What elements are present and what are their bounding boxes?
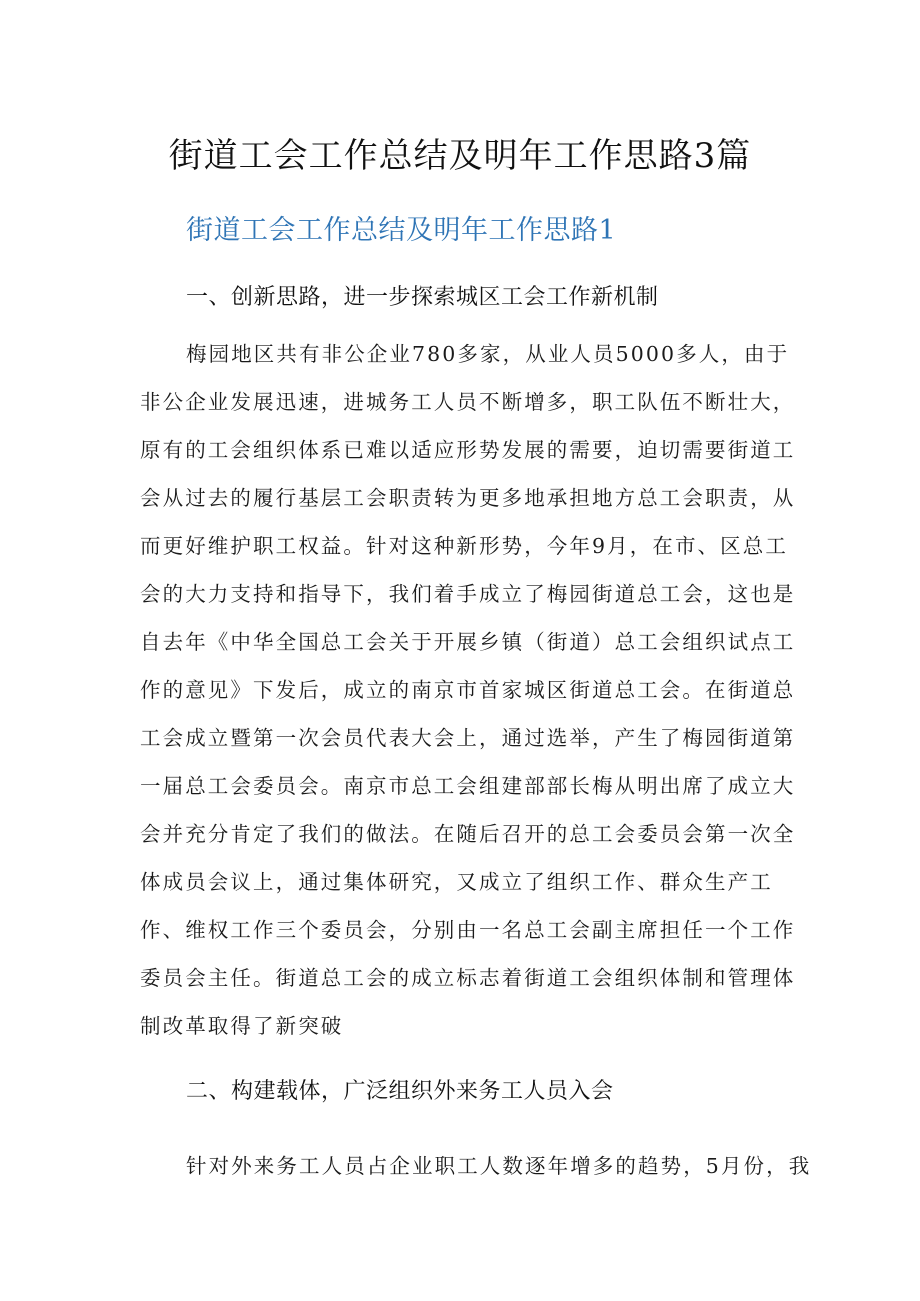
paragraph-1-line: 原有的工会组织体系已难以适应形势发展的需要，迫切需要街道工 — [140, 438, 796, 462]
paragraph-1-line: 一届总工会委员会。南京市总工会组建部部长梅从明出席了成立大 — [140, 774, 796, 798]
paragraph-2-line: 针对外来务工人员占企业职工人数逐年增多的趋势，5月份，我 — [186, 1154, 812, 1178]
paragraph-1-line: 会从过去的履行基层工会职责转为更多地承担地方总工会职责，从 — [140, 486, 796, 510]
paragraph-1-line: 梅园地区共有非公企业780多家，从业人员5000多人，由于 — [186, 342, 790, 366]
paragraph-1-line: 委员会主任。街道总工会的成立标志着街道工会组织体制和管理体 — [140, 966, 796, 990]
paragraph-1-line: 非公企业发展迅速，进城务工人员不断增多，职工队伍不断壮大， — [140, 390, 796, 414]
paragraph-1-line: 作、维权工作三个委员会，分别由一名总工会副主席担任一个工作 — [140, 918, 796, 942]
section-title: 街道工会工作总结及明年工作思路1 — [186, 215, 617, 246]
paragraph-1-line: 自去年《中华全国总工会关于开展乡镇（街道）总工会组织试点工 — [140, 630, 796, 654]
paragraph-1-line: 会并充分肯定了我们的做法。在随后召开的总工会委员会第一次全 — [140, 822, 796, 846]
paragraph-1-line: 制改革取得了新突破 — [140, 1014, 344, 1038]
paragraph-1-line: 体成员会议上，通过集体研究，又成立了组织工作、群众生产工 — [140, 870, 773, 894]
paragraph-1-line: 作的意见》下发后，成立的南京市首家城区街道总工会。在街道总 — [140, 678, 796, 702]
paragraph-1-line: 会的大力支持和指导下，我们着手成立了梅园街道总工会，这也是 — [140, 582, 796, 606]
document-title: 街道工会工作总结及明年工作思路3篇 — [168, 136, 752, 176]
paragraph-1-line: 而更好维护职工权益。针对这种新形势，今年9月，在市、区总工 — [140, 534, 788, 558]
paragraph-1-line: 工会成立暨第一次会员代表大会上，通过选举，产生了梅园街道第 — [140, 726, 796, 750]
heading-1: 一、创新思路，进一步探索城区工会工作新机制 — [186, 285, 659, 310]
heading-2: 二、构建载体，广泛组织外来务工人员入会 — [186, 1079, 614, 1104]
